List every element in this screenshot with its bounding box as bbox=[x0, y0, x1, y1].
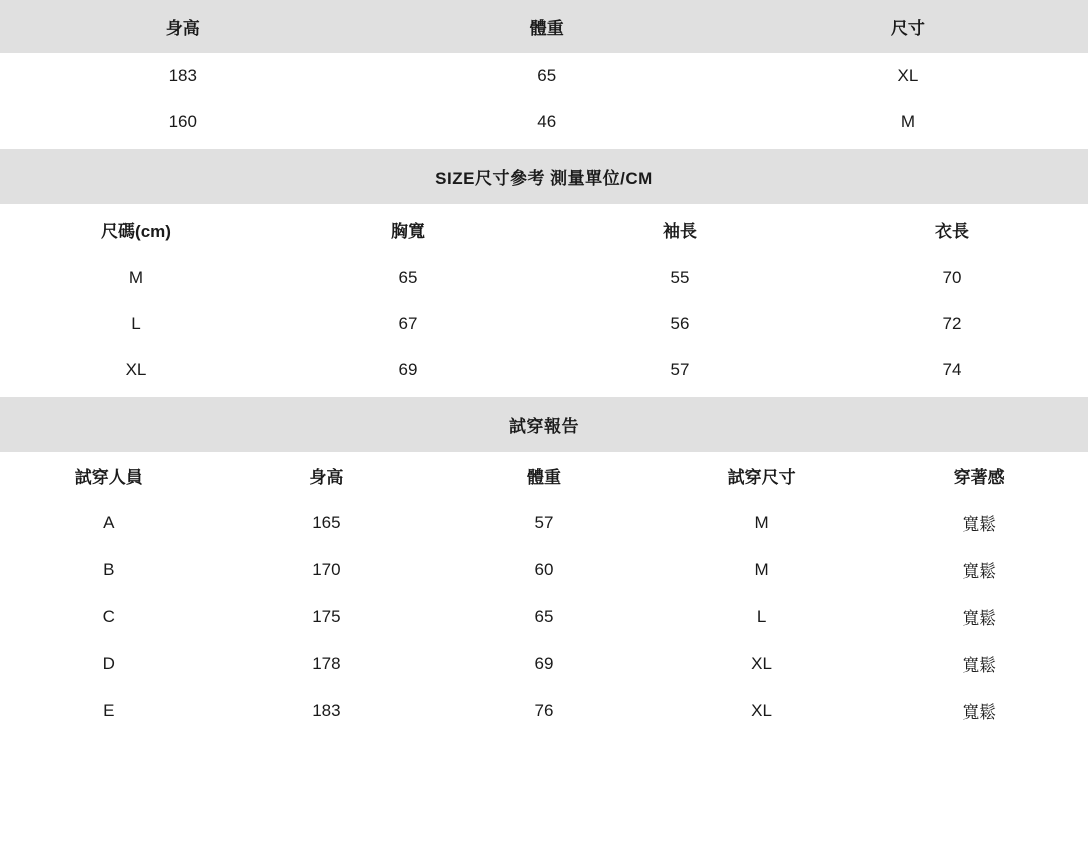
cell-height: 183 bbox=[0, 53, 366, 99]
column-header-garment-length: 衣長 bbox=[816, 204, 1088, 255]
fitting-report-title: 試穿報告 bbox=[0, 397, 1088, 452]
cell-tester: B bbox=[0, 546, 218, 593]
cell-tester: C bbox=[0, 593, 218, 640]
cell-chest-width: 69 bbox=[272, 347, 544, 393]
table-header-row bbox=[0, 204, 1088, 255]
cell-weight: 76 bbox=[435, 687, 653, 734]
table-row bbox=[0, 593, 1088, 640]
cell-garment-length: 72 bbox=[816, 301, 1088, 347]
cell-height: 160 bbox=[0, 99, 366, 145]
table-row bbox=[0, 53, 1088, 99]
table-row bbox=[0, 546, 1088, 593]
table-row bbox=[0, 347, 1088, 393]
cell-size-label: XL bbox=[0, 347, 272, 393]
column-header-size-cm: 尺碼(cm) bbox=[0, 204, 272, 255]
table-header-row bbox=[0, 452, 1088, 499]
cell-size-label: L bbox=[0, 301, 272, 347]
cell-weight: 65 bbox=[435, 593, 653, 640]
cell-chest-width: 65 bbox=[272, 255, 544, 301]
cell-fit-feel: 寬鬆 bbox=[870, 687, 1088, 734]
column-header-sleeve-length: 袖長 bbox=[544, 204, 816, 255]
column-header-height: 身高 bbox=[218, 452, 436, 499]
cell-weight: 60 bbox=[435, 546, 653, 593]
table-header-row bbox=[0, 0, 1088, 53]
cell-size: M bbox=[728, 99, 1088, 145]
size-reference-title: SIZE尺寸參考 測量單位/CM bbox=[0, 149, 1088, 204]
table-row bbox=[0, 255, 1088, 301]
cell-garment-length: 74 bbox=[816, 347, 1088, 393]
cell-sleeve-length: 55 bbox=[544, 255, 816, 301]
cell-weight: 69 bbox=[435, 640, 653, 687]
column-header-tester: 試穿人員 bbox=[0, 452, 218, 499]
column-header-height: 身高 bbox=[0, 0, 366, 53]
cell-weight: 46 bbox=[366, 99, 728, 145]
cell-tried-size: L bbox=[653, 593, 871, 640]
cell-chest-width: 67 bbox=[272, 301, 544, 347]
column-header-size: 尺寸 bbox=[728, 0, 1088, 53]
cell-weight: 65 bbox=[366, 53, 728, 99]
size-reference-table bbox=[0, 204, 1088, 393]
cell-tester: D bbox=[0, 640, 218, 687]
cell-tried-size: XL bbox=[653, 640, 871, 687]
cell-tried-size: M bbox=[653, 499, 871, 546]
cell-fit-feel: 寬鬆 bbox=[870, 593, 1088, 640]
column-header-weight: 體重 bbox=[435, 452, 653, 499]
cell-fit-feel: 寬鬆 bbox=[870, 640, 1088, 687]
table-row bbox=[0, 499, 1088, 546]
table-row bbox=[0, 301, 1088, 347]
cell-tried-size: M bbox=[653, 546, 871, 593]
table-row bbox=[0, 640, 1088, 687]
column-header-tried-size: 試穿尺寸 bbox=[653, 452, 871, 499]
cell-garment-length: 70 bbox=[816, 255, 1088, 301]
cell-height: 170 bbox=[218, 546, 436, 593]
cell-sleeve-length: 57 bbox=[544, 347, 816, 393]
fitting-report-table bbox=[0, 452, 1088, 734]
cell-height: 165 bbox=[218, 499, 436, 546]
cell-size: XL bbox=[728, 53, 1088, 99]
cell-sleeve-length: 56 bbox=[544, 301, 816, 347]
column-header-weight: 體重 bbox=[366, 0, 728, 53]
cell-height: 178 bbox=[218, 640, 436, 687]
cell-tried-size: XL bbox=[653, 687, 871, 734]
cell-fit-feel: 寬鬆 bbox=[870, 546, 1088, 593]
cell-fit-feel: 寬鬆 bbox=[870, 499, 1088, 546]
table-row bbox=[0, 99, 1088, 145]
cell-size-label: M bbox=[0, 255, 272, 301]
column-header-chest-width: 胸寬 bbox=[272, 204, 544, 255]
cell-tester: E bbox=[0, 687, 218, 734]
body-measurement-table bbox=[0, 0, 1088, 145]
column-header-fit-feel: 穿著感 bbox=[870, 452, 1088, 499]
cell-tester: A bbox=[0, 499, 218, 546]
cell-height: 183 bbox=[218, 687, 436, 734]
table-row bbox=[0, 687, 1088, 734]
cell-height: 175 bbox=[218, 593, 436, 640]
cell-weight: 57 bbox=[435, 499, 653, 546]
